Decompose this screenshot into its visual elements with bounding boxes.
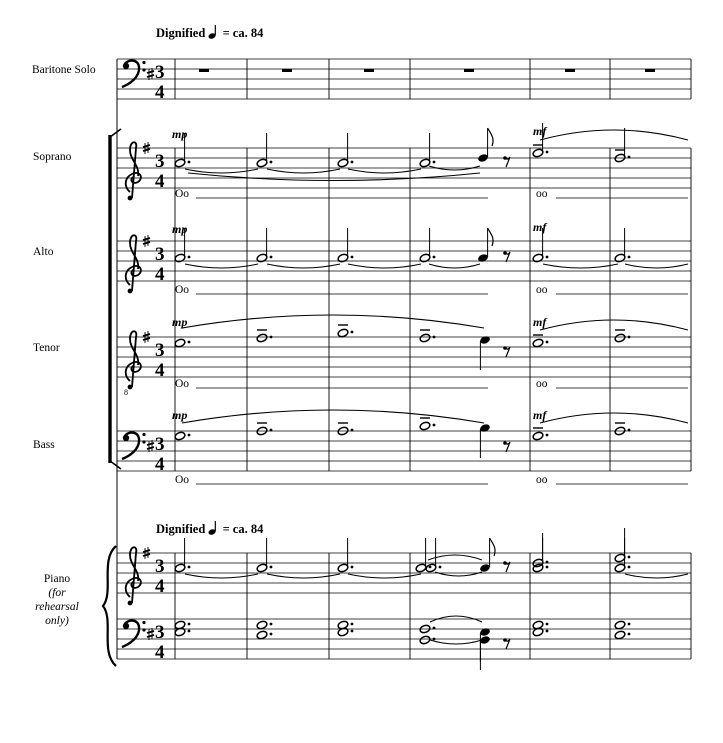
dynamic-tenor-second: mf [533, 315, 547, 329]
dot [546, 561, 549, 564]
notehead [614, 333, 626, 343]
dot [628, 556, 631, 559]
soprano-note [419, 133, 435, 168]
piano-rh-note [425, 538, 441, 573]
lyric-bass-1: Oo [175, 474, 190, 486]
tie [429, 264, 480, 268]
time-signature-top: 3 [155, 622, 165, 643]
dot [628, 566, 631, 569]
alto-note [419, 228, 435, 263]
tie [625, 264, 688, 268]
dot [270, 633, 273, 636]
time-signature-bottom: 4 [155, 454, 165, 475]
piano-note-line-1: (for [48, 587, 66, 599]
notehead [174, 431, 186, 441]
dot [351, 566, 354, 569]
eighth-rest-icon [503, 561, 510, 572]
dot [351, 630, 354, 633]
lyric-bass-2: oo [536, 474, 548, 486]
tempo-text: Dignified [156, 522, 206, 536]
tempo-value: = ca. 84 [222, 26, 264, 40]
dot [546, 434, 549, 437]
dot [351, 256, 354, 259]
dot [188, 434, 191, 437]
dynamic-alto-second: mf [533, 220, 547, 234]
tenor-note [337, 328, 353, 338]
dot [188, 623, 191, 626]
piano-note-line-3: only) [45, 615, 69, 627]
piano-lh-eighth [479, 627, 491, 662]
dot [546, 566, 549, 569]
notehead [419, 421, 431, 431]
notehead [419, 635, 431, 645]
piano-lh-note [256, 630, 272, 640]
whole-rest-icon [199, 69, 209, 72]
bass-note [419, 421, 435, 431]
staff-alto [117, 235, 691, 293]
dot [188, 630, 191, 633]
bass-note [174, 431, 190, 441]
dot [188, 161, 191, 164]
quarter-note-icon [208, 25, 219, 39]
lyric-alto-2: oo [536, 284, 548, 296]
sharp-icon [147, 628, 154, 640]
alto-note [614, 228, 630, 263]
dot [433, 424, 436, 427]
dynamic-bass-second: mf [533, 408, 547, 422]
time-signature-top: 3 [155, 62, 165, 83]
tempo-value: = ca. 84 [222, 522, 264, 536]
bass-eighth [479, 423, 491, 458]
slur [540, 130, 688, 140]
dot [270, 429, 273, 432]
dynamic-bass-start: mp [172, 408, 188, 422]
lyric-tenor-2: oo [536, 378, 548, 390]
instrument-name-tenor: Tenor [33, 342, 60, 354]
dot [433, 627, 436, 630]
dynamic-alto-start: mp [172, 222, 188, 236]
dot [188, 341, 191, 344]
dot [628, 633, 631, 636]
piano-note-line-2: rehearsal [35, 601, 79, 613]
dot [429, 566, 432, 569]
instrument-name-soprano: Soprano [33, 151, 72, 163]
piano-lh-note [419, 635, 435, 645]
tenor-note [614, 333, 630, 343]
piano-lh-note [614, 630, 630, 640]
bass-clef-icon [122, 433, 146, 460]
octave-marker: 8 [124, 388, 128, 397]
piano-rh-note [614, 528, 630, 563]
staff-soprano [117, 142, 691, 200]
dot [270, 623, 273, 626]
eighth-rest-icon [503, 441, 510, 452]
sharp-icon [147, 440, 154, 452]
time-signature-top: 3 [155, 434, 165, 455]
whole-rest-icon [464, 69, 474, 72]
lyric-alto-1: Oo [175, 284, 190, 296]
notehead [532, 338, 544, 348]
slur [182, 315, 484, 328]
notehead [337, 328, 349, 338]
dot [433, 161, 436, 164]
eighth-rest-icon [503, 638, 510, 649]
treble-clef-icon [126, 331, 141, 389]
piano-rh-note [256, 538, 272, 573]
dot [351, 623, 354, 626]
staff-bass [117, 431, 691, 475]
alto-note [337, 228, 353, 263]
piano-lh-note [256, 620, 272, 630]
notehead [256, 620, 268, 630]
notehead [614, 620, 626, 630]
tempo-text: Dignified [156, 26, 206, 40]
dot [628, 256, 631, 259]
dot [546, 151, 549, 154]
bass-clef-icon [122, 61, 146, 88]
time-signature-bottom: 4 [155, 171, 165, 192]
slur [540, 413, 688, 423]
lyric-soprano-2: oo [536, 188, 548, 200]
slur [540, 320, 688, 330]
tenor-note [174, 338, 190, 348]
staff-piano-rh [117, 547, 691, 605]
notehead [256, 333, 268, 343]
dynamic-soprano-start: mp [172, 127, 188, 141]
slur [182, 410, 484, 423]
dot [351, 161, 354, 164]
dot [351, 429, 354, 432]
whole-rest-icon [565, 69, 575, 72]
dot [433, 256, 436, 259]
eighth-rest-icon [503, 346, 510, 357]
tenor-note [256, 333, 272, 343]
tie [625, 574, 688, 578]
dot [270, 256, 273, 259]
choir-bracket-top [110, 129, 121, 137]
piano-rh-note [415, 538, 431, 573]
whole-rest-icon [364, 69, 374, 72]
dot [188, 256, 191, 259]
instrument-name-alto: Alto [33, 246, 54, 258]
time-signature-top: 3 [155, 556, 165, 577]
sharp-icon [147, 68, 154, 80]
time-signature-top: 3 [155, 340, 165, 361]
instrument-name-bass: Bass [33, 439, 55, 451]
eighth-rest-icon [503, 251, 510, 262]
whole-rest-icon [645, 69, 655, 72]
dot [546, 630, 549, 633]
soprano-note [337, 133, 353, 168]
tie [543, 264, 618, 268]
instrument-name-piano [32, 572, 82, 628]
slur [188, 173, 480, 181]
dot [546, 623, 549, 626]
dot [351, 331, 354, 334]
dot [270, 336, 273, 339]
piano-lh-note [614, 620, 630, 630]
flag [488, 228, 493, 246]
piano-rh-eighth [479, 538, 495, 573]
bass-note [532, 431, 548, 441]
eighth-rest-icon [503, 156, 510, 167]
staff-baritone [117, 59, 691, 103]
dot [439, 566, 442, 569]
time-signature-top: 3 [155, 151, 165, 172]
dot [188, 566, 191, 569]
piano-rh-note [337, 538, 353, 573]
tempo-marking-top [156, 25, 263, 41]
treble-clef-icon [126, 235, 141, 293]
dot [546, 256, 549, 259]
time-signature-bottom: 4 [155, 264, 165, 285]
staff-piano-lh [117, 619, 691, 663]
notehead [419, 333, 431, 343]
notehead [256, 630, 268, 640]
flag [488, 128, 493, 146]
tenor-note [419, 333, 435, 343]
bass-clef-icon [122, 621, 146, 648]
staff-tenor [117, 331, 691, 397]
dot [628, 156, 631, 159]
piano-rh-note [174, 538, 190, 573]
dynamic-soprano-second: mf [533, 124, 547, 138]
notehead [174, 338, 186, 348]
dot [270, 161, 273, 164]
notehead [614, 630, 626, 640]
time-signature-bottom: 4 [155, 360, 165, 381]
tempo-marking-piano [156, 521, 263, 537]
dot [628, 623, 631, 626]
treble-clef-icon [126, 547, 141, 605]
whole-rest-icon [282, 69, 292, 72]
time-signature-bottom: 4 [155, 576, 165, 597]
tenor-note [532, 338, 548, 348]
alto-note [256, 228, 272, 263]
treble-clef-icon [126, 142, 141, 200]
time-signature-top: 3 [155, 244, 165, 265]
tenor-eighth [479, 335, 491, 370]
piano-brace [103, 546, 116, 666]
instrument-name-baritone: Baritone Solo [32, 64, 96, 76]
lyric-soprano-1: Oo [175, 188, 190, 200]
lyric-tenor-1: Oo [175, 378, 190, 390]
dot [433, 638, 436, 641]
dot [628, 429, 631, 432]
piano-rh-note [532, 538, 548, 573]
time-signature-bottom: 4 [155, 82, 165, 103]
dynamic-tenor-start: mp [172, 315, 188, 329]
notehead [532, 431, 544, 441]
dot [270, 566, 273, 569]
choir-bracket-bottom [110, 461, 121, 469]
dot [628, 336, 631, 339]
time-signature-bottom: 4 [155, 642, 165, 663]
piano-label: Piano [43, 573, 71, 585]
alto-eighth [477, 228, 493, 263]
tie [430, 640, 482, 644]
dot [433, 336, 436, 339]
soprano-note [256, 133, 272, 168]
quarter-note-icon [208, 521, 219, 535]
dot [546, 341, 549, 344]
